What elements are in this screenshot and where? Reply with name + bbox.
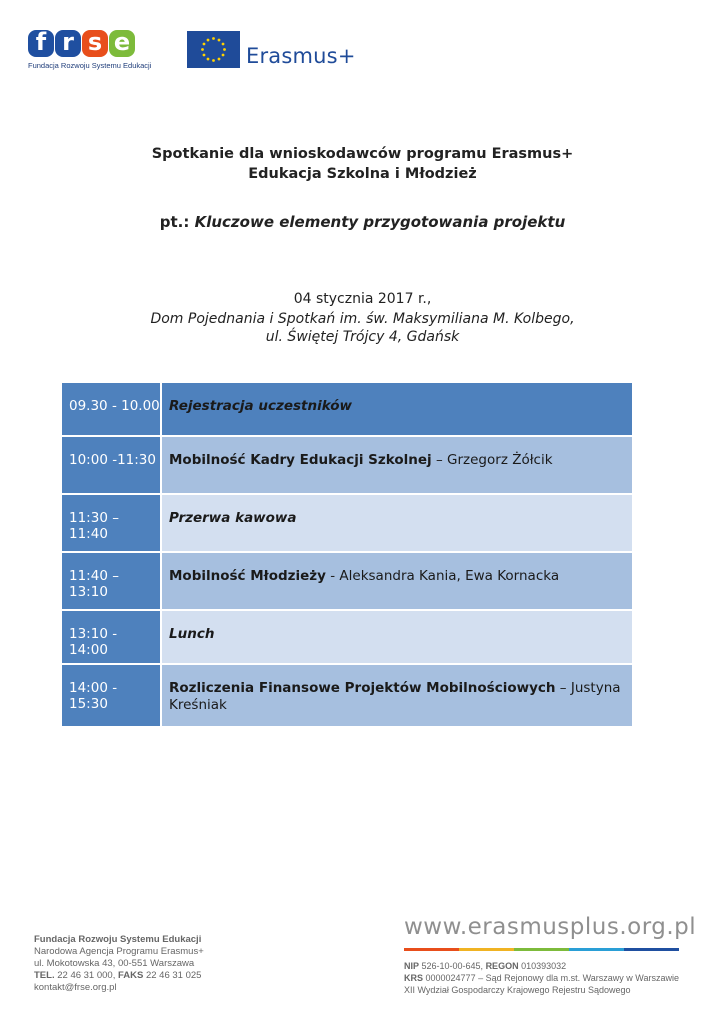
meeting-subtitle xyxy=(0,213,725,231)
footer-krs xyxy=(404,972,679,984)
agenda-separator: - xyxy=(325,568,340,584)
erasmus-plus-logo: Erasmus+ xyxy=(246,44,356,68)
color-stripe xyxy=(404,948,679,951)
meeting-title-line2: Edukacja Szkolna i Młodzież xyxy=(248,166,477,182)
website-url: www.erasmusplus.org.pl xyxy=(404,914,697,940)
agenda-row xyxy=(62,553,632,611)
frse-logo-letters xyxy=(28,30,140,57)
color-stripe-segment xyxy=(624,948,679,951)
color-stripe-segment xyxy=(569,948,624,951)
krs-value: 0000024777 – Sąd Rejonowy dla m.st. Warszawy w Warszawie xyxy=(423,973,679,983)
agenda-row xyxy=(62,383,632,437)
agenda-session-title: Rejestracja uczestników xyxy=(169,398,352,414)
nip-label: NIP xyxy=(404,961,420,971)
agenda-time: 10:00 -11:30 xyxy=(62,437,162,493)
agenda-time: 09.30 - 10.00 xyxy=(62,383,162,435)
fax-value: 22 46 31 025 xyxy=(143,970,202,981)
agenda-session-title: Przerwa kawowa xyxy=(169,510,297,526)
agenda-description xyxy=(162,553,632,609)
subtitle-prefix: pt.: xyxy=(159,213,190,231)
frse-letter-f: f xyxy=(28,30,54,57)
nip-value: 526-10-00-645, xyxy=(419,961,486,971)
agenda-time: 14:00 - 15:30 xyxy=(62,665,162,726)
footer-phone xyxy=(34,970,204,982)
footer-court: XII Wydział Gospodarczy Krajowego Rejestru Sądowego xyxy=(404,985,631,995)
agenda-session-title: Mobilność Kadry Edukacji Szkolnej xyxy=(169,452,432,468)
agenda-time: 13:10 - 14:00 xyxy=(62,611,162,663)
agenda-table xyxy=(62,383,632,728)
eu-flag-icon xyxy=(187,31,240,68)
agenda-row xyxy=(62,495,632,553)
color-stripe-segment xyxy=(404,948,459,951)
footer-agency: Narodowa Agencja Programu Erasmus+ xyxy=(34,946,204,957)
meeting-date: 04 stycznia 2017 r., xyxy=(293,291,432,307)
meeting-venue: Dom Pojednania i Spotkań im. św. Maksymiliana M. Kolbego, xyxy=(150,311,575,327)
frse-letter-r: r xyxy=(55,30,81,57)
agenda-description xyxy=(162,437,632,493)
footer-registry xyxy=(404,960,679,996)
agenda-time: 11:40 – 13:10 xyxy=(62,553,162,609)
agenda-separator: – xyxy=(555,680,571,696)
regon-label: REGON xyxy=(485,961,519,971)
subtitle-topic: Kluczowe elementy przygotowania projektu xyxy=(194,213,566,231)
footer-nip xyxy=(404,960,679,972)
frse-letter-s: s xyxy=(82,30,108,57)
agenda-description xyxy=(162,665,632,726)
agenda-time: 11:30 – 11:40 xyxy=(62,495,162,551)
agenda-row xyxy=(62,665,632,728)
frse-logo-subtitle: Fundacja Rozwoju Systemu Edukacji xyxy=(28,61,152,70)
agenda-speaker: Aleksandra Kania, Ewa Kornacka xyxy=(339,568,560,584)
agenda-row xyxy=(62,437,632,495)
agenda-session-title: Rozliczenia Finansowe Projektów Mobilnościowych xyxy=(169,680,556,696)
agenda-row xyxy=(62,611,632,665)
tel-label: TEL. xyxy=(34,970,55,981)
meeting-address: ul. Świętej Trójcy 4, Gdańsk xyxy=(265,329,460,345)
agenda-description xyxy=(162,611,632,663)
krs-label: KRS xyxy=(404,973,424,983)
agenda-speaker: Grzegorz Żółcik xyxy=(447,452,553,468)
frse-letter-e: e xyxy=(109,30,135,57)
footer-contact xyxy=(34,934,204,994)
agenda-description xyxy=(162,495,632,551)
color-stripe-segment xyxy=(514,948,569,951)
agenda-speaker: Justyna Kreśniak xyxy=(169,680,621,713)
footer-street: ul. Mokotowska 43, 00-551 Warszawa xyxy=(34,958,195,969)
tel-value: 22 46 31 000, xyxy=(54,970,118,981)
agenda-session-title: Lunch xyxy=(169,626,215,642)
frse-logo xyxy=(28,28,152,70)
footer-org-name: Fundacja Rozwoju Systemu Edukacji xyxy=(34,934,202,945)
footer-email: kontakt@frse.org.pl xyxy=(34,982,117,993)
regon-value: 010393032 xyxy=(518,961,567,971)
color-stripe-segment xyxy=(459,948,514,951)
agenda-description xyxy=(162,383,632,435)
meeting-title-line1: Spotkanie dla wnioskodawców programu Erasmus+ xyxy=(151,146,574,162)
fax-label: FAKS xyxy=(117,970,144,981)
agenda-session-title: Mobilność Młodzieży xyxy=(169,568,326,584)
agenda-separator: – xyxy=(431,452,448,468)
